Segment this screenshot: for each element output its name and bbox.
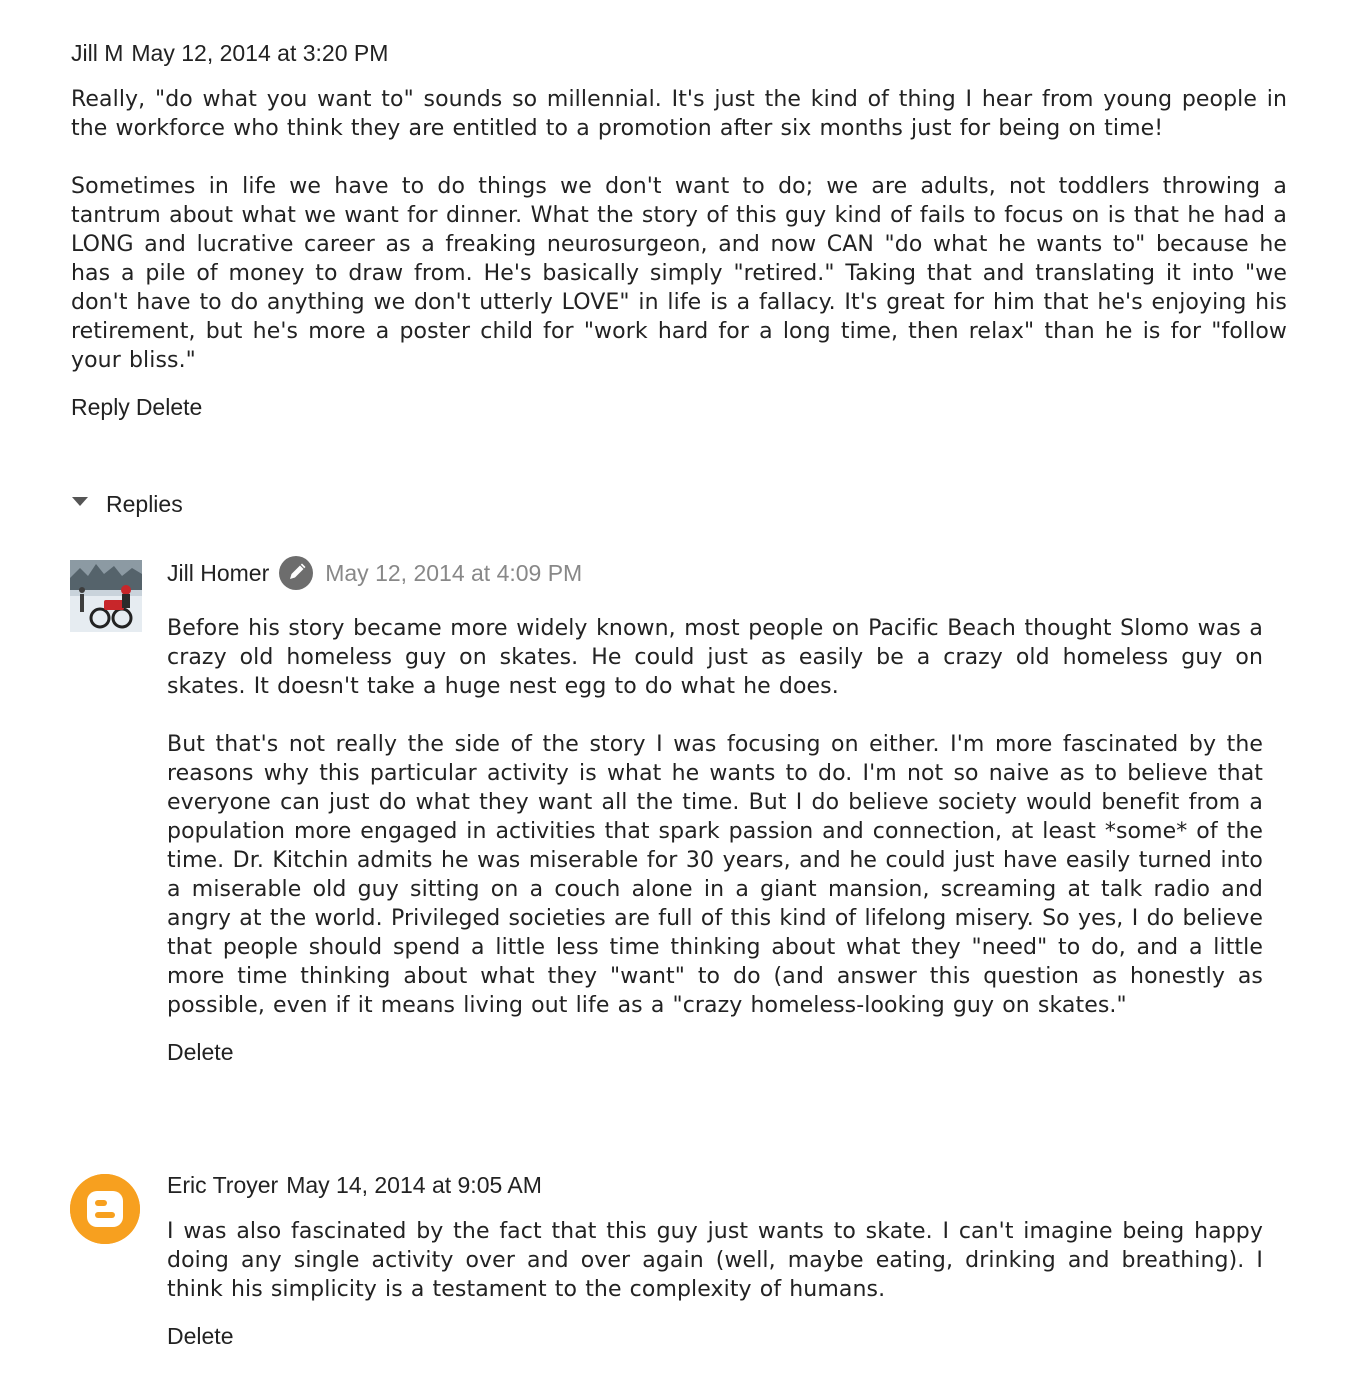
triangle-down-icon xyxy=(72,497,88,506)
comment-eric-troyer xyxy=(167,1171,1263,1350)
comment-header xyxy=(167,558,1263,592)
comment-timestamp[interactable]: May 12, 2014 at 3:20 PM xyxy=(131,40,389,66)
blogger-icon[interactable] xyxy=(70,1174,140,1244)
avatar[interactable] xyxy=(70,560,142,632)
comment-header xyxy=(71,39,1287,67)
comment-paragraph: Really, "do what you want to" sounds so millennial. It's just the kind of thing I hear from young people in the workforce who think they are entitled to a promotion after six months just for being on time! xyxy=(71,87,1287,141)
delete-link[interactable]: Delete xyxy=(167,1039,234,1065)
comment-jill-m xyxy=(71,39,1287,421)
comment-author[interactable]: Jill M xyxy=(71,40,124,66)
comment-timestamp[interactable]: May 12, 2014 at 4:09 PM xyxy=(325,560,583,587)
avatar-photo-image xyxy=(70,560,142,632)
comment-actions xyxy=(167,1038,1263,1066)
pencil-icon xyxy=(279,556,313,590)
comment-paragraph: Sometimes in life we have to do things we don't want to do; we are adults, not toddlers throwing a tantrum about what we want for dinner. What the story of this guy kind of fails to focus on is that he had a LONG and lucrative career as a freaking neurosurgeon, and now CAN "do what he wants to" because he has a pile of money to draw from. He's basically simply "retired." Taking that and translating it into "we don't have to do anything we don't utterly LOVE" in life is a fallacy. It's great for him that he's enjoying his retirement, but he's more a poster child for "work hard for a long time, then relax" than he is for "follow your bliss." xyxy=(71,174,1287,373)
delete-link[interactable]: Delete xyxy=(135,394,203,420)
comment-actions xyxy=(71,393,1287,421)
replies-toggle[interactable] xyxy=(72,491,183,518)
comment-timestamp[interactable]: May 14, 2014 at 9:05 AM xyxy=(286,1172,542,1198)
comment-actions xyxy=(167,1322,1263,1350)
delete-link[interactable]: Delete xyxy=(167,1323,234,1349)
comment-header xyxy=(167,1171,1263,1199)
comment-paragraph: I was also fascinated by the fact that this guy just wants to skate. I can't imagine being happy doing any single activity over and over again (well, maybe eating, drinking and breathing). I think his simplicity is a testament to the complexity of humans. xyxy=(167,1219,1263,1302)
comment-paragraph: Before his story became more widely known, most people on Pacific Beach thought Slomo was a crazy old homeless guy on skates. He could just as easily be a crazy old homeless guy on skates. It doesn't take a huge nest egg to do what he does. xyxy=(167,616,1263,699)
reply-link[interactable]: Reply xyxy=(71,394,130,420)
replies-toggle-label: Replies xyxy=(106,491,183,517)
comment-author[interactable]: Eric Troyer xyxy=(167,1172,279,1198)
reply-jill-homer xyxy=(167,558,1263,1066)
comment-paragraph: But that's not really the side of the story I was focusing on either. I'm more fascinated by the reasons why this particular activity is what he wants to do. I'm not so naive as to believe that everyone can just do what they want all the time. But I do believe society would benefit from a population more engaged in activities that spark passion and connection, at least *some* of the time. Dr. Kitchin admits he was miserable for 30 years, and he could just have easily turned into a miserable old guy sitting on a couch alone in a giant mansion, screaming at talk radio and angry at the world. Privileged societies are full of this kind of lifelong misery. So yes, I do believe that people should spend a little less time thinking about what they "need" to do, and a little more time thinking about what they "want" to do (and answer this question as honestly as possible, even if it means living out life as a "crazy homeless-looking guy on skates." xyxy=(167,732,1263,1018)
comment-author[interactable]: Jill Homer xyxy=(167,560,270,587)
blogger-logo xyxy=(70,1174,140,1244)
